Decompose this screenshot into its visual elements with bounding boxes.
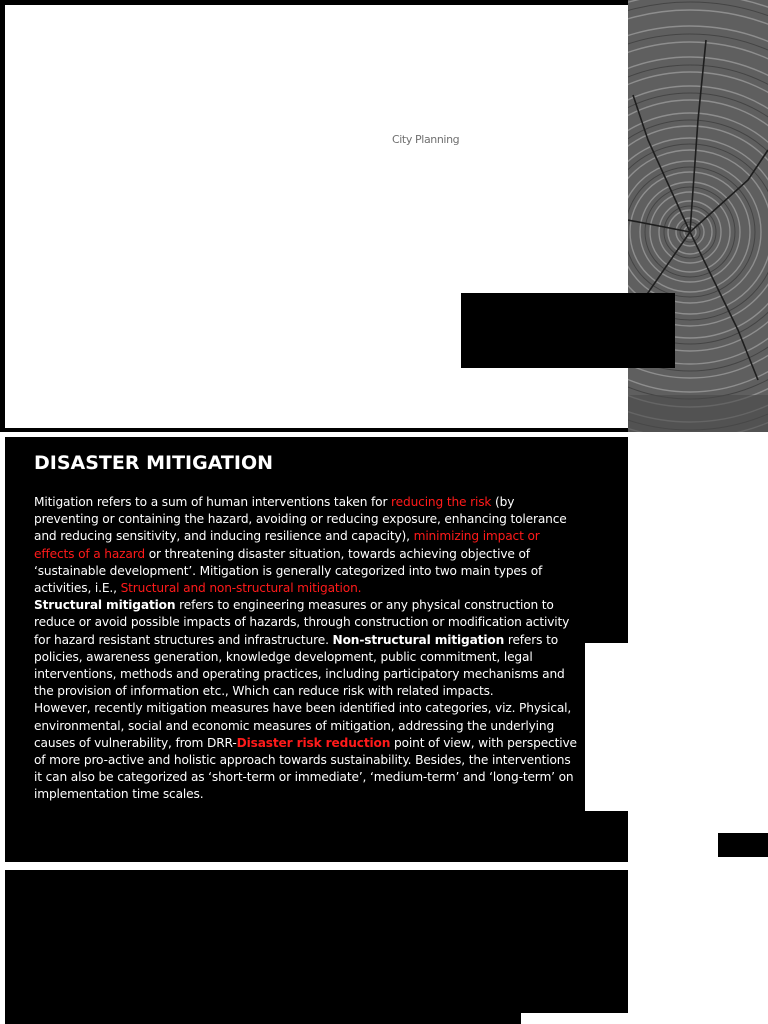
- highlight-reducing-risk: reducing the risk: [391, 495, 492, 509]
- slide-body: [34, 494, 582, 804]
- redaction-block: [461, 293, 675, 368]
- paragraph-mitigation-definition: [34, 494, 582, 597]
- body-text: point of view, with perspective of more pro-active and holistic approach towards sustainability. Besides, the interventions it can also be categorized as ‘short-term or immediate’, ‘medium-term’ and ‘long-term’ on implementation time scales.: [34, 735, 577, 802]
- side-black-bar: [718, 833, 768, 857]
- highlight-minimizing-impact: minimizing impact or effects of a hazard: [34, 529, 540, 561]
- body-text: refers to policies, awareness generation, knowledge development, public commitment, legal interventions, methods and operating practices, including participatory mechanisms and the provision of information etc., Which can reduce risk with related impacts.: [34, 632, 565, 699]
- highlight-mitigation-types: Structural and non-structural mitigation.: [120, 581, 362, 596]
- term-non-structural-mitigation: Non-structural mitigation: [332, 632, 505, 647]
- term-structural-mitigation: Structural mitigation: [34, 598, 176, 613]
- bottom-black-strip: [5, 1013, 521, 1024]
- paragraph-structural-mitigation: [34, 597, 582, 700]
- body-text: refers to engineering measures or any physical construction to reduce or avoid possible impacts of hazards, through construction or modification activity for hazard resistant structures and infrastructure.: [34, 598, 570, 647]
- body-text: or threatening disaster situation, towards achieving objective of ‘sustainable development’. Mitigation is generally categorized into two main types of activities, i.E.,: [34, 546, 543, 596]
- slide-heading: DISASTER MITIGATION: [34, 452, 274, 474]
- body-text: However, recently mitigation measures have been identified into categories, viz. Physical, environmental, social and economic measures of mitigation, addressing the underlying causes of vulnerability, from DRR-: [34, 701, 572, 750]
- slide-notch: [585, 643, 628, 811]
- paragraph-mitigation-categories: [34, 700, 582, 803]
- highlight-disaster-risk-reduction: Disaster risk reduction: [236, 735, 391, 750]
- body-text: Mitigation refers to a sum of human interventions taken for: [34, 495, 392, 509]
- slide-subtitle: City Planning: [392, 133, 460, 146]
- body-text: (by preventing or containing the hazard, avoiding or reducing exposure, enhancing tolerance and reducing sensitivity, and inducing resilience and capacity),: [34, 495, 567, 544]
- next-slide-preview: [5, 870, 628, 1013]
